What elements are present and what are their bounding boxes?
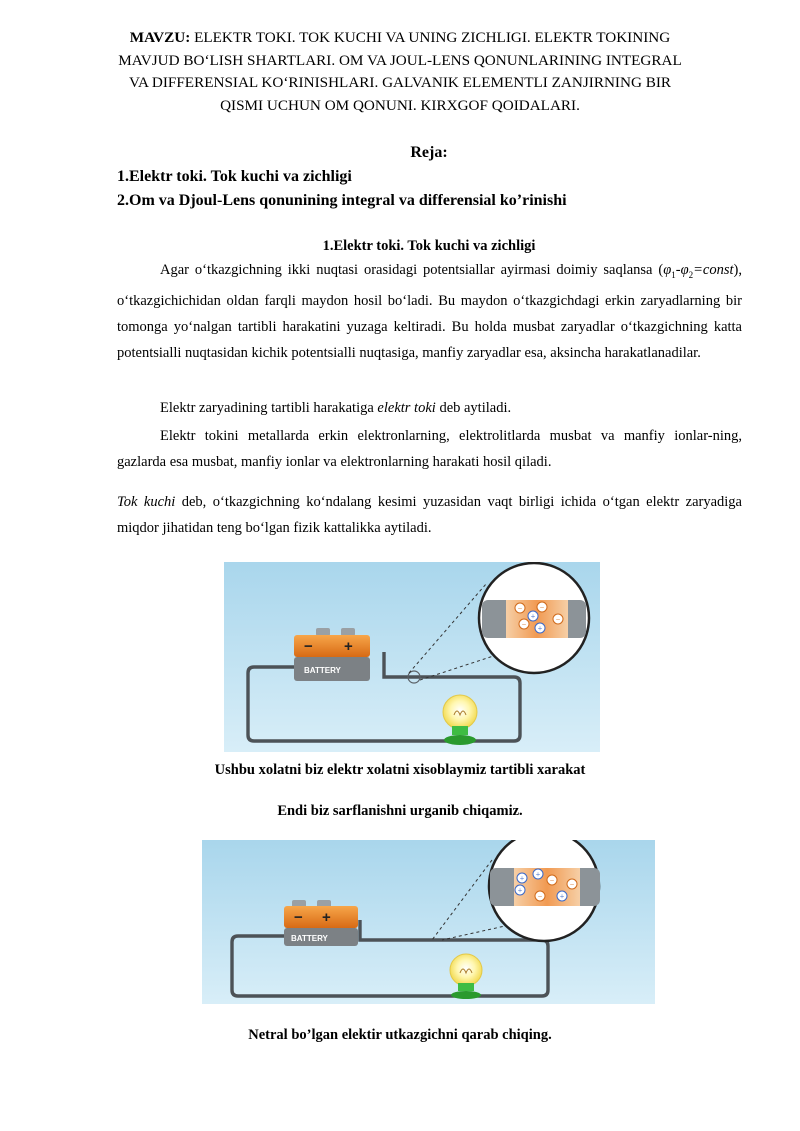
figure-caption-1: Ushbu xolatni biz elektr xolatni xisoblaymiz tartibli xarakat [214, 762, 586, 778]
topic-text: ELEKTR TOKI. TOK KUCHI VA UNING ZICHLIGI. ELEKTR TOKINING MAVJUD BOʻLISH SHARTLARI. OM VA JOUL-LENS QONUNLARINING INTEGRAL VA DIFFERENSIAL KOʻRINISHLARI. GALVANIK ELEMENTLI ZANJIRNING BIR QISMI UCHUN OM QONUNI. KIRXGOF QOIDALARI. [118, 29, 682, 114]
light-bulb-icon [443, 695, 477, 745]
plan-item-2: 2.Om va Djoul-Lens qonunining integral va differensial ko’rinishi [117, 192, 567, 209]
svg-text:−: − [549, 876, 555, 885]
magnified-wire-view [489, 840, 600, 941]
svg-text:+: + [519, 874, 525, 883]
paragraph-3: Elektr tokini metallarda erkin elektronlarning, elektrolitlarda musbat va manfiy ionlar-ning, gazlarda esa musbat, manfiy ionlar va elektronlarning harakati hosil qiladi. [117, 428, 742, 470]
circuit-illustration-2 [202, 840, 655, 1004]
svg-text:+: + [535, 870, 541, 879]
svg-text:−: − [304, 638, 313, 655]
svg-text:+: + [344, 638, 353, 655]
paragraph-4: Tok kuchi deb, oʻtkazgichning koʻndalang kesimi yuzasidan vaqt birligi ichida oʻtgan elektr zaryadiga miqdor jihatidan teng boʻlgan fizik kattalikka aytiladi. [117, 494, 742, 536]
circuit-illustration-1 [224, 562, 600, 752]
svg-text:−: − [517, 604, 523, 613]
svg-text:−: − [569, 880, 575, 889]
svg-text:−: − [537, 892, 543, 901]
svg-text:+: + [322, 909, 331, 926]
topic-label: MAVZU: [129, 29, 191, 46]
plan-item-1: 1.Elektr toki. Tok kuchi va zichligi [117, 168, 352, 185]
plan-heading: Reja: [410, 144, 448, 161]
svg-text:−: − [555, 615, 561, 624]
paragraph-2: Elektr zaryadining tartibli harakatiga elektr toki deb aytiladi. [160, 400, 512, 416]
svg-text:BATTERY: BATTERY [291, 934, 328, 943]
figure-caption-2: Endi biz sarflanishni urganib chiqamiz. [277, 803, 523, 819]
svg-text:+: + [530, 612, 536, 621]
topic-title [110, 27, 690, 117]
svg-text:+: + [559, 892, 565, 901]
figure-caption-3: Netral bo’lgan elektir utkazgichni qarab chiqing. [248, 1027, 552, 1043]
svg-text:−: − [521, 620, 527, 629]
battery-icon [284, 900, 358, 946]
svg-text:+: + [517, 886, 523, 895]
svg-text:−: − [294, 909, 303, 926]
svg-text:BATTERY: BATTERY [304, 666, 341, 675]
paragraph-1: Agar oʻtkazgichning ikki nuqtasi orasidagi potentsiallar ayirmasi doimiy saqlansa $(\varphi_1-\varphi_2=const)$, oʻtkazgichichidan oldan farqli maydon hosil boʻladi. Bu maydon oʻtkazgichdagi erkin zaryadlarning bir tomonga yoʻnalgan tartibli harakatini yuzaga keltiradi. Bu holda musbat zaryadlar oʻtkazgichning katta potentsialli nuqtasidan kichik potentsialli nuqtasiga, manfiy zaryadlar esa, aksincha harakatlanadilar. [117, 262, 742, 361]
magnified-wire-view [479, 563, 589, 673]
svg-text:−: − [539, 603, 545, 612]
battery-icon [294, 628, 370, 681]
section-heading: 1.Elektr toki. Tok kuchi va zichligi [322, 238, 536, 254]
svg-text:+: + [537, 624, 543, 633]
